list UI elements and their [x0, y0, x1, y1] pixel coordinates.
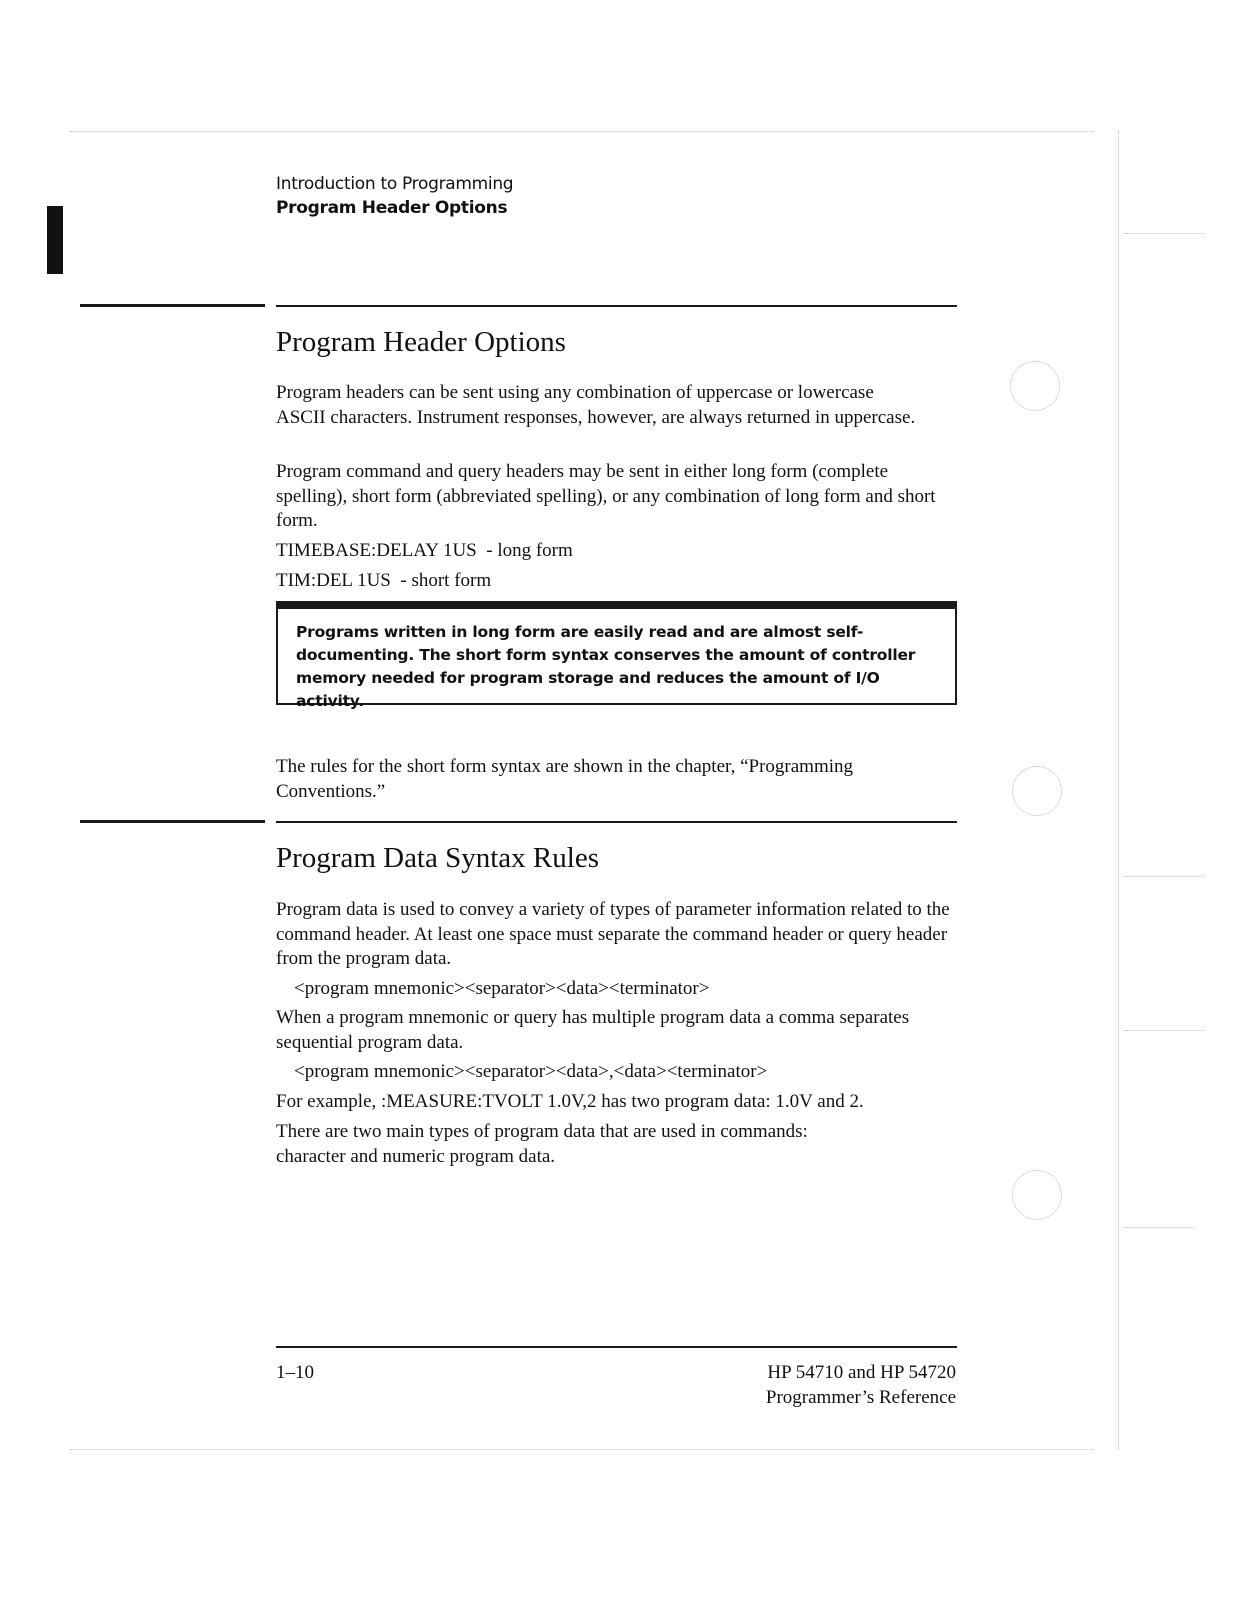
- section-rule-left: [80, 304, 265, 307]
- note-text: Programs written in long form are easily read and are almost self-documenting. The short form syntax conserves the amount of controller memory needed for program storage and reduces the amount of I/O activity.: [296, 623, 916, 710]
- page-number: 1–10: [276, 1362, 314, 1383]
- section-title-data-syntax: Program Data Syntax Rules: [276, 842, 599, 874]
- paragraph-multiple-data: When a program mnemonic or query has multiple program data a comma separates sequential program data.: [276, 1007, 910, 1053]
- punch-hole: [1012, 766, 1062, 816]
- syntax-single-data: <program mnemonic><separator><data><terminator>: [294, 978, 710, 999]
- paragraph-example: For example, :MEASURE:TVOLT 1.0V,2 has two program data: 1.0V and 2.: [276, 1091, 864, 1112]
- scan-border-bottom: [70, 1449, 1094, 1450]
- example-long-form: TIMEBASE:DELAY 1US - long form: [276, 540, 573, 561]
- scan-tick: [1124, 233, 1204, 234]
- paragraph-short-form-rules: The rules for the short form syntax are shown in the chapter, “Programming Conventions.”: [276, 756, 853, 802]
- footer-rule: [276, 1346, 957, 1348]
- running-head-section: Program Header Options: [276, 198, 508, 218]
- punch-hole: [1010, 361, 1060, 411]
- section-rule: [276, 305, 957, 307]
- scan-border-right: [1118, 131, 1119, 1449]
- paragraph-program-data: Program data is used to convey a variety of types of parameter information related to the command header. At least one space must separate the command header or query header from the program data.: [276, 899, 950, 969]
- example-short-form: TIM:DEL 1US - short form: [276, 570, 492, 591]
- note-box: [276, 601, 957, 710]
- section-rule: [276, 821, 957, 823]
- manual-title-line1: HP 54710 and HP 54720: [767, 1362, 956, 1383]
- paragraph-long-short-form: Program command and query headers may be sent in either long form (complete spelling), short form (abbreviated spelling), or any combination of long form and short form.: [276, 461, 936, 531]
- scan-tick: [1124, 876, 1204, 877]
- running-head: [276, 172, 513, 220]
- scan-tick: [1124, 1227, 1194, 1228]
- running-head-chapter: Introduction to Programming: [276, 174, 514, 194]
- manual-title: [766, 1360, 956, 1410]
- section-rule-left: [80, 820, 265, 823]
- scan-tick: [1124, 1030, 1204, 1031]
- punch-hole: [1012, 1170, 1062, 1220]
- manual-title-line2: Programmer’s Reference: [765, 1387, 956, 1408]
- section-title-header-options: Program Header Options: [276, 326, 566, 358]
- scan-border-top: [70, 131, 1094, 132]
- paragraph-headers-case: Program headers can be sent using any combination of uppercase or lowercase ASCII characters. Instrument responses, however, are always returned in uppercase.: [276, 382, 916, 428]
- chapter-edge-tab: [47, 206, 63, 274]
- syntax-multiple-data: <program mnemonic><separator><data>,<data><terminator>: [294, 1061, 768, 1082]
- paragraph-data-types: There are two main types of program data that are used in commands: character and numeric program data.: [276, 1121, 808, 1167]
